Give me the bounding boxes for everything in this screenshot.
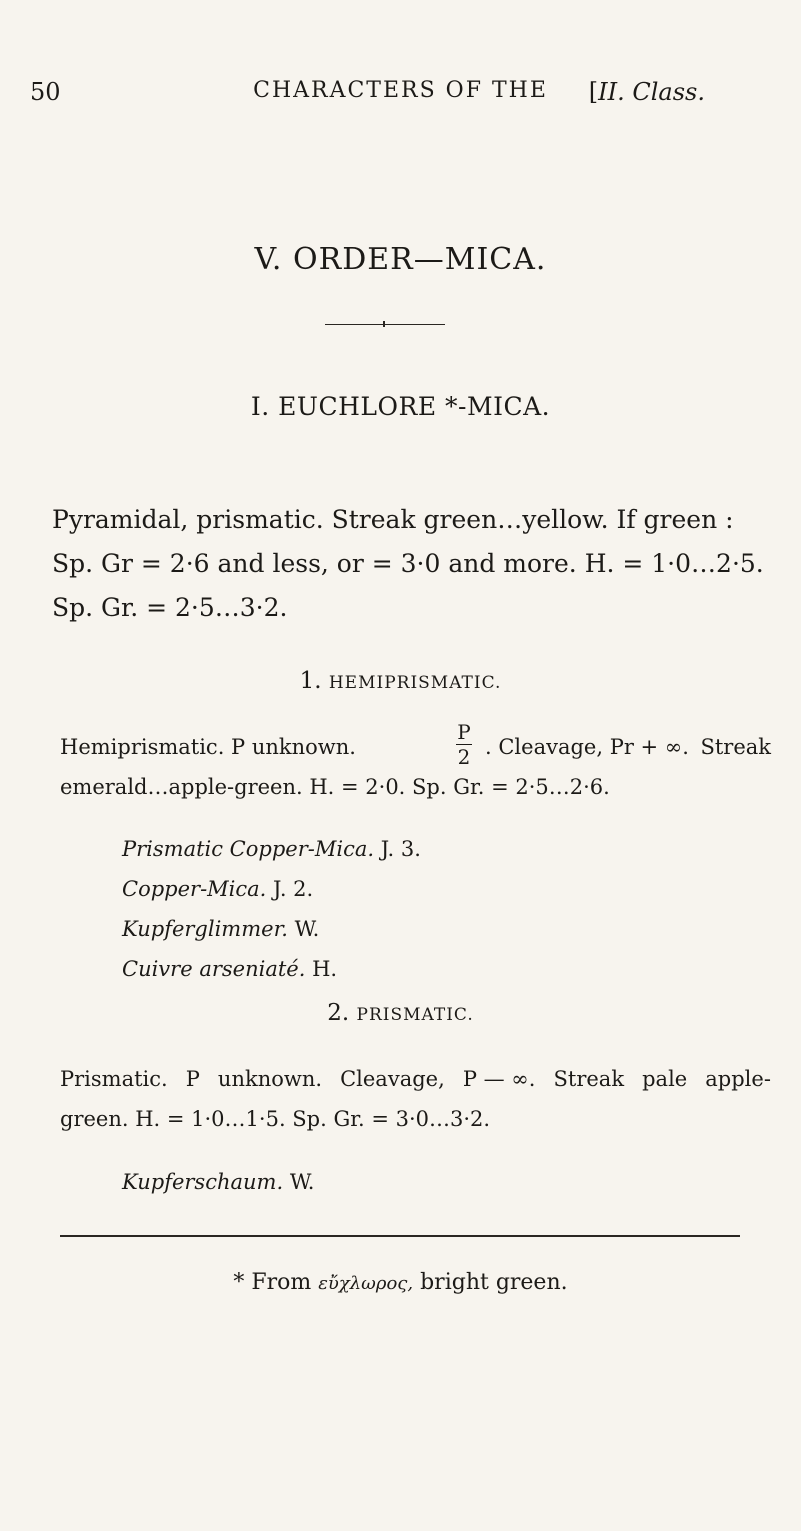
order-title: V. ORDER—MICA. [254,242,547,277]
desc-word: P — ∞. [462,1067,536,1091]
fraction [453,722,475,767]
footnote-text: bright green. [420,1270,568,1295]
species-name: HEMIPRISMATIC. [328,673,502,693]
synonym-ref: J. 2. [273,877,314,901]
page-number: 50 [30,78,61,106]
species-name: PRISMATIC. [356,1005,474,1025]
synonym-entry [122,837,421,861]
synonym-entry [122,1170,314,1194]
synonym-name: Copper-Mica. [122,877,267,901]
desc-word: P [185,1067,200,1091]
species-description: . Cleavage, Pr + ∞. [485,735,689,759]
section-rule [325,324,445,325]
desc-word: Prismatic. [60,1067,168,1091]
desc-word: unknown. [217,1067,323,1091]
synonym-entry [122,917,319,941]
species-description [60,1067,771,1091]
genus-character-line: Sp. Gr = 2·6 and less, or = 3·0 and more. H. = 1·0…2·5. [52,549,764,578]
genus-character-line: Sp. Gr. = 2·5…3·2. [52,593,288,622]
fraction-denominator: 2 [457,745,471,769]
synonym-entry [122,877,313,901]
footnote-rule [60,1235,740,1237]
synonym-name: Kupferglimmer. [122,917,288,941]
species-description: green. H. = 1·0…1·5. Sp. Gr. = 3·0…3·2. [60,1107,491,1131]
footnote-greek: εὔχλωρος, [318,1273,414,1294]
species-description: Streak [700,735,771,759]
synonym-name: Cuivre arseniaté. [122,957,306,981]
synonym-entry [122,957,337,981]
class-bracket: [ [588,78,599,106]
synonym-name: Kupferschaum. [122,1170,284,1194]
footnote-mark: * From [233,1270,312,1295]
genus-character-line: Pyramidal, prismatic. Streak green…yellow. If green : [52,505,734,534]
desc-word: pale [642,1067,688,1091]
class-label [589,78,705,106]
species-title [0,668,801,694]
synonym-ref: J. 3. [380,837,421,861]
desc-word: Streak [553,1067,625,1091]
desc-word: Cleavage, [340,1067,445,1091]
synonym-ref: W. [294,917,320,941]
species-description: Hemiprismatic. P unknown. [60,735,356,759]
synonym-ref: H. [312,957,338,981]
footnote [0,1270,801,1295]
species-description: emerald…apple-green. H. = 2·0. Sp. Gr. = 2·5…2·6. [60,775,610,799]
synonym-ref: W. [289,1170,315,1194]
fraction-numerator: P [457,720,471,744]
species-number: 2. [327,1000,350,1026]
genus-title: I. EUCHLORE *-MICA. [250,392,551,421]
desc-word: apple- [705,1067,771,1091]
running-title: CHARACTERS OF THE [253,78,548,103]
species-number: 1. [299,668,322,694]
synonym-name: Prismatic Copper-Mica. [122,837,375,861]
species-title [0,1000,801,1026]
class-label-text: II. Class. [598,78,705,106]
